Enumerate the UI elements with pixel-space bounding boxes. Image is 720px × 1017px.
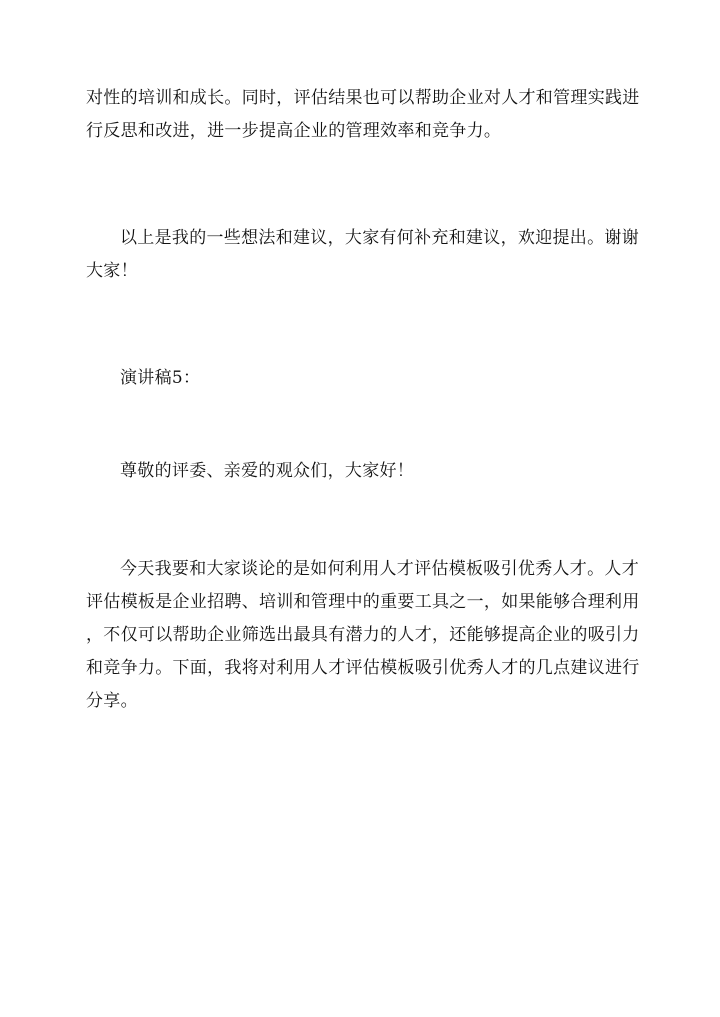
paragraph-closing-remarks xyxy=(86,222,646,288)
text-line: 大家！ xyxy=(86,261,138,281)
text-line: ，不仅可以帮助企业筛选出最具有潜力的人才，还能够提高企业的吸引力 xyxy=(86,625,640,645)
paragraph-introduction xyxy=(86,553,646,718)
section-heading-speech-5 xyxy=(86,362,646,395)
paragraph-continuation xyxy=(86,82,646,148)
text-line: 尊敬的评委、亲爱的观众们，大家好！ xyxy=(120,461,415,481)
text-line: 对性的培训和成长。同时，评估结果也可以帮助企业对人才和管理实践进 xyxy=(86,88,640,108)
text-line: 和竞争力。下面，我将对利用人才评估模板吸引优秀人才的几点建议进行 xyxy=(86,658,640,678)
text-line: 评估模板是企业招聘、培训和管理中的重要工具之一，如果能够合理利用 xyxy=(86,592,640,612)
text-line: 今天我要和大家谈论的是如何利用人才评估模板吸引优秀人才。人才 xyxy=(120,559,639,579)
text-line: 行反思和改进，进一步提高企业的管理效率和竞争力。 xyxy=(86,121,502,141)
text-line: 演讲稿5： xyxy=(120,368,201,388)
text-line: 分享。 xyxy=(86,691,138,711)
paragraph-greeting xyxy=(86,455,646,488)
text-line: 以上是我的一些想法和建议，大家有何补充和建议，欢迎提出。谢谢 xyxy=(120,228,639,248)
